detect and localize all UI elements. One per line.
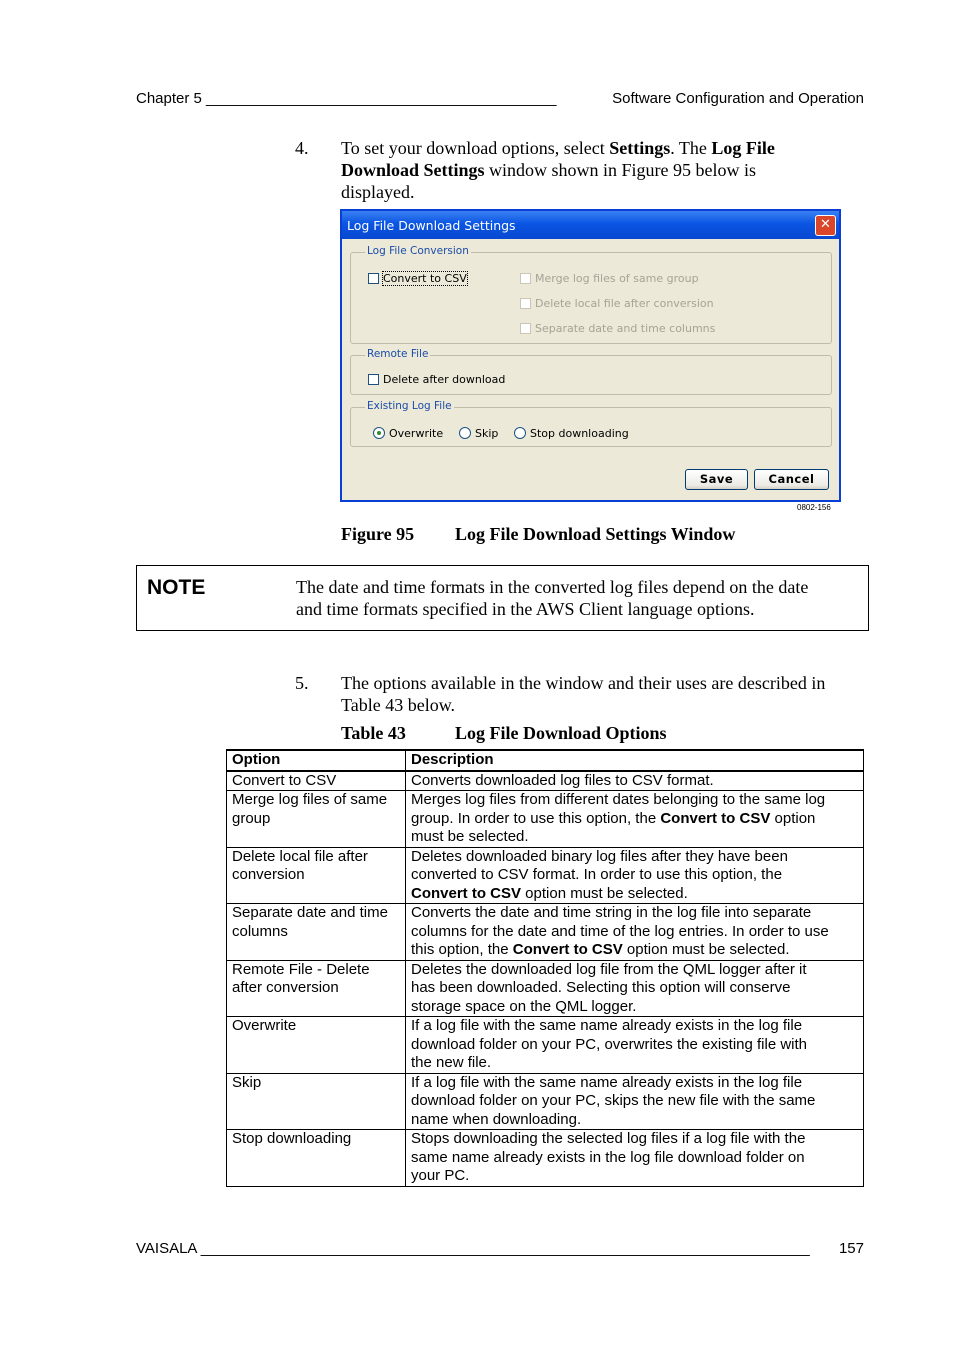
table-row: [227, 791, 864, 848]
table-row: [227, 1073, 864, 1130]
log-file-download-settings-dialog: [340, 209, 841, 502]
step-4: [295, 137, 865, 207]
page-footer: [136, 1240, 864, 1257]
note-body: [296, 576, 856, 620]
table-caption: [341, 723, 667, 744]
cell-line: name when downloading.: [411, 1110, 582, 1128]
text-run: this option, the: [411, 941, 513, 958]
description-cell: [406, 847, 864, 904]
step-5: [295, 672, 865, 718]
text-run: . The: [670, 138, 712, 158]
text-run: option: [770, 809, 816, 827]
description-cell: [406, 904, 864, 961]
cell-line: Converts the date and time string in the log file into separate: [411, 904, 812, 921]
text-run: option must be selected.: [521, 884, 688, 902]
table-row: [227, 904, 864, 961]
option-cell: Stop downloading: [227, 1130, 406, 1187]
skip-radio[interactable]: [459, 427, 498, 440]
text-run-bold: Convert to CSV: [411, 884, 522, 902]
text-run-bold: Download Settings: [341, 160, 485, 180]
delete-after-download-checkbox[interactable]: [368, 373, 505, 386]
description-cell: Converts downloaded log files to CSV format.: [406, 771, 864, 791]
table-row: [227, 847, 864, 904]
convert-to-csv-checkbox[interactable]: [368, 272, 467, 285]
description-cell: [406, 960, 864, 1017]
text-run: window shown in Figure 95 below is: [484, 160, 757, 180]
save-button[interactable]: Save: [685, 469, 748, 490]
cell-line: Deletes the downloaded log file from the QML logger after it: [411, 960, 807, 978]
log-file-conversion-group: [350, 245, 832, 344]
cell-line: same name already exists in the log file download folder on: [411, 1148, 805, 1166]
cell-line: If a log file with the same name already exists in the log file: [411, 1073, 803, 1091]
header-section: Software Configuration and Operation: [612, 90, 864, 107]
option-cell: Convert to CSV: [227, 771, 406, 791]
cell-line: Separate date and time: [232, 904, 388, 921]
option-cell: Overwrite: [227, 1017, 406, 1074]
page-number: 157: [838, 1240, 864, 1257]
cell-line: [411, 885, 859, 904]
remote-file-group: [350, 348, 832, 395]
checkbox-icon: [520, 273, 531, 284]
step-text: [341, 672, 825, 716]
option-label: Overwrite: [389, 427, 444, 440]
dialog-title: Log File Download Settings: [347, 218, 516, 233]
description-cell: [406, 1073, 864, 1130]
text-run: To set your download options, select: [341, 138, 610, 158]
text-run-bold: Log File: [711, 138, 775, 158]
checkbox-icon: [520, 298, 531, 309]
overwrite-radio[interactable]: [373, 427, 443, 440]
table-title: Log File Download Options: [455, 723, 667, 743]
header-chapter: Chapter 5 __________________________________________: [136, 90, 557, 107]
cell-line: Merge log files of same: [232, 791, 388, 808]
option-cell: [227, 847, 406, 904]
table-row: [227, 771, 864, 791]
note-line: and time formats specified in the AWS Client language options.: [296, 599, 755, 619]
option-label: Skip: [475, 427, 499, 440]
option-label: Separate date and time columns: [535, 322, 716, 335]
cell-line: Deletes downloaded binary log files after they have been: [411, 847, 788, 865]
step-number: 4.: [295, 138, 309, 158]
cell-line: must be selected.: [411, 828, 529, 845]
separate-date-time-checkbox[interactable]: [520, 322, 715, 335]
cell-line: has been downloaded. Selecting this option will conserve: [411, 979, 791, 996]
option-label: Merge log files of same group: [535, 272, 699, 285]
group-legend: Log File Conversion: [367, 245, 469, 257]
cell-line: Delete local file after: [232, 847, 368, 865]
text-run-bold: Settings: [609, 138, 671, 158]
cell-line: download folder on your PC, overwrites the existing file with: [411, 1035, 808, 1053]
cell-line: group: [232, 809, 271, 827]
cell-line: Merges log files from different dates belonging to the same log: [411, 791, 826, 808]
text-run-bold: Convert to CSV: [512, 941, 623, 958]
existing-log-file-group: [350, 400, 832, 447]
note-label: NOTE: [147, 576, 206, 599]
dialog-titlebar: [342, 211, 839, 239]
delete-local-file-checkbox[interactable]: [520, 297, 714, 310]
figure-title: Log File Download Settings Window: [455, 524, 736, 544]
option-cell: Skip: [227, 1073, 406, 1130]
cell-line: storage space on the QML logger.: [411, 997, 637, 1015]
text-run: group. In order to use this option, the: [411, 809, 661, 827]
cell-line: the new file.: [411, 1054, 492, 1071]
cell-line: conversion: [232, 866, 305, 883]
text-run: option must be selected.: [622, 941, 790, 958]
group-legend: Existing Log File: [367, 400, 452, 412]
option-label: Delete local file after conversion: [535, 297, 714, 310]
option-label: Convert to CSV: [383, 272, 467, 285]
cell-line: converted to CSV format. In order to use this option, the: [411, 866, 783, 883]
checkbox-icon: [520, 323, 531, 334]
table-header-row: [227, 750, 864, 771]
column-header: Description: [406, 750, 864, 771]
table-row: [227, 1017, 864, 1074]
figure-id: 0802-156: [797, 503, 831, 512]
cell-line: columns for the date and time of the log entries. In order to use: [411, 922, 829, 940]
step-text: [341, 137, 775, 203]
cell-line: [411, 941, 859, 960]
cell-line: Remote File - Delete: [232, 960, 370, 978]
option-cell: [227, 960, 406, 1017]
text-run: displayed.: [341, 182, 415, 202]
table-row: [227, 1130, 864, 1187]
option-cell: [227, 904, 406, 961]
description-cell: [406, 791, 864, 848]
cell-line: Stops downloading the selected log files if a log file with the: [411, 1130, 806, 1147]
option-label: Delete after download: [383, 373, 506, 386]
checkbox-icon: [368, 273, 379, 284]
footer-company: VAISALA _________________________________________________________________________: [136, 1240, 810, 1257]
cell-line: [411, 810, 859, 829]
figure-number: Figure 95: [341, 524, 415, 544]
table-number: Table 43: [341, 723, 406, 743]
radio-selected-icon: [373, 427, 385, 439]
cell-line: columns: [232, 922, 288, 940]
cell-line: after conversion: [232, 979, 339, 996]
radio-icon: [459, 427, 471, 439]
description-cell: [406, 1017, 864, 1074]
stop-downloading-radio[interactable]: [514, 427, 629, 440]
text-run: Table 43 below.: [341, 695, 456, 715]
log-file-download-options-table: [226, 749, 864, 1187]
text-run-bold: Convert to CSV: [660, 809, 771, 827]
description-cell: [406, 1130, 864, 1187]
step-number: 5.: [295, 673, 309, 693]
close-icon[interactable]: ✕: [815, 215, 836, 236]
cell-line: your PC.: [411, 1167, 470, 1184]
option-cell: [227, 791, 406, 848]
cell-line: download folder on your PC, skips the new file with the same: [411, 1092, 816, 1109]
cancel-button[interactable]: Cancel: [754, 469, 829, 490]
table-row: [227, 960, 864, 1017]
group-legend: Remote File: [367, 348, 429, 360]
text-run: The options available in the window and their uses are described in: [341, 673, 826, 693]
column-header: Option: [227, 750, 406, 771]
note-box: [136, 565, 869, 631]
option-label: Stop downloading: [530, 427, 629, 440]
merge-log-files-checkbox[interactable]: [520, 272, 699, 285]
checkbox-icon: [368, 374, 379, 385]
figure-caption: [341, 524, 736, 545]
cell-line: If a log file with the same name already exists in the log file: [411, 1017, 803, 1034]
radio-icon: [514, 427, 526, 439]
note-line: The date and time formats in the converted log files depend on the date: [296, 577, 809, 597]
